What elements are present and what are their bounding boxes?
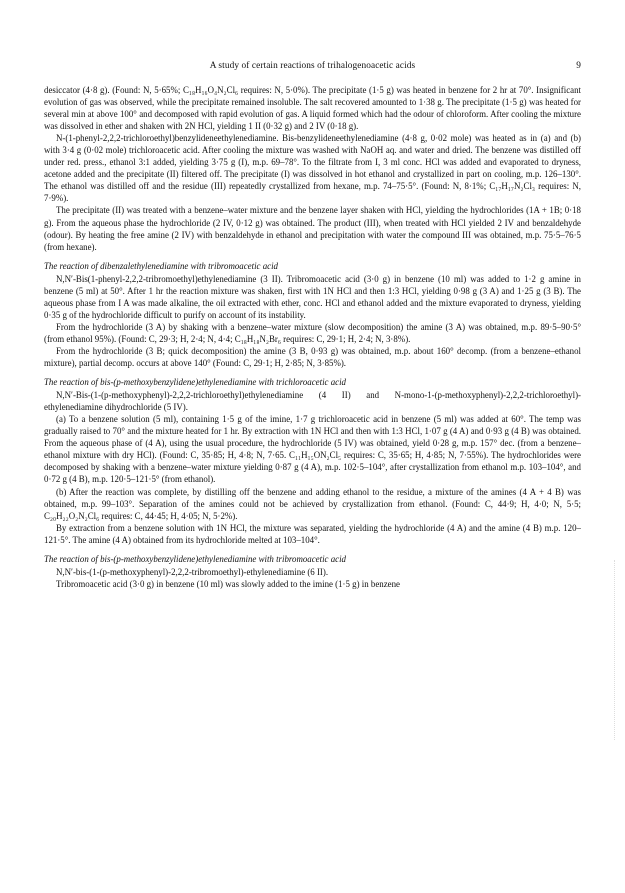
paragraph-procedure-a: (a) To a benzene solution (5 ml), containing 1·5 g of the imine, 1·7 g trichloroacetic acid in benzene (5 ml) was added at 60°. The temp was gradually raised to 70° and the mixture heated for 1 hr. By extraction with 1N HCl and then with 1:3 HCl, 1·07 g (4 A) and 0·93 g (4 B) was obtained. From the aqueous phase of (4 A), using the usual procedure, the hydrochloride (5 IV) was obtained, yield 0·28 g, m.p. 157° dec. (from a benzene–ethanol mixture with dry HCl). (Found: C, 35·85; H, 4·8; N, 7·65. C₁₁H₁₅ON₂Cl₅ requires: C, 35·65; H, 4·85; N, 7·55%). The hydrochlorides were decomposed by shaking with a benzene–water mixture yielding 0·87 g (4 A), m.p. 102·5–104°, after crystallization from ethanol m.p. 103–104°, and 0·72 g (4 B), m.p. 120·5–121·5° (from ethanol). [44, 414, 581, 485]
section-heading-methoxy-trichloroacetic: The reaction of bis-(p-methoxybenzylidene)ethylenediamine with trichloroacetic acid [44, 377, 346, 388]
page-number: 9 [576, 61, 581, 71]
paragraph-continuation: desiccator (4·8 g). (Found: N, 5·65%; C₁₈H₁₆O₄N₂Cl₆ requires: N, 5·0%). The precipitate (1·5 g) was heated in benzene for 2 hr at 70°. Insignificant evolution of gas was observed, while the precipitate remained insoluble. The salt recovered amounted to 1·38 g. The precipitate (1·5 g) was heated for several min at above 100° and decomposed with rapid evolution of gas. A liquid formed which had the odour of chloroform. After cooling the mixture was dissolved in ether and shaken with 2N HCl, yielding 1 II (0·32 g) and 2 IV (0·18 g). [44, 85, 581, 132]
paragraph-procedure-b: (b) After the reaction was complete, by distilling off the benzene and adding ethanol to the residue, a mixture of the amines (4 A + 4 B) was obtained, m.p. 99–103°. Separation of the amines could not be achieved by crystallization from ethanol. (Found: C, 44·9; H, 4·0; N, 5·5; C₂₀H₂₂O₂N₂Cl₆ requires: C, 44·45; H, 4·05; N, 5·2%). [44, 486, 581, 521]
scan-edge-mark [614, 560, 621, 740]
paragraph-trichloroethyl-benzylidene: N-(1-phenyl-2,2,2-trichloroethyl)benzylideneethylenediamine. Bis-benzylideneethylenediamine (4·8 g, 0·02 mole) was heated as in (a) and (b) with 3·4 g (0·02 mole) trichloroacetic acid. After cooling the mixture was washed with NaOH aq. and water and dried. The benzene was distilled off under red. press., ethanol 3:1 added, yielding 3·75 g (I), m.p. 69–78°. To the filtrate from I, 3 ml conc. HCl was added and evaporated to dryness, acetone added and the precipitate (II) filtered off. The precipitate (I) was dissolved in hot ethanol and crystallized in part on cooling, m.p. 126–130°. The ethanol was distilled off and the residue (III) repeatedly crystallized from hexane, m.p. 74–75·5°. (Found: N, 8·1%; C₁₇H₁₇N₂Cl₃ requires: N, 7·9%). [44, 133, 581, 204]
running-head-title: A study of certain reactions of trihalogenoacetic acids [209, 61, 416, 71]
paragraph-compound-names: N,N′-Bis-(1-(p-methoxyphenyl)-2,2,2-trichloroethyl)ethylenediamine (4 II) and N-mono-1-(p-methoxyphenyl)-2,2,2-trichloroethyl)-ethylenediamine dihydrochloride (5 IV). [44, 390, 581, 413]
paragraph-hydrochloride-3a: From the hydrochloride (3 A) by shaking with a benzene–water mixture (slow decomposition) the amine (3 A) was obtained, m.p. 89·5–90·5° (from ethanol 95%). (Found: C, 29·3; H, 2·4; N, 4·4; C₁₈H₁₈N₂Br₆ requires: C, 29·1; H, 2·4; N, 3·8%). [44, 321, 581, 344]
paragraph-compound-6ii: N,N′-bis-(1-(p-methoxyphenyl)-2,2,2-tribromoethyl)-ethylenediamine (6 II). [56, 566, 329, 577]
paragraph-hydrochloride-3b: From the hydrochloride (3 B; quick decomposition) the amine (3 B, 0·93 g) was obtained, m.p. about 160° decomp. (from a benzene–ethanol mixture), partial decomp. occurs at above 140° (Found: C, 29·1; H, 2·85; N, 3·85%). [44, 345, 581, 369]
section-heading-dibenzal-tribromoacetic: The reaction of dibenzalethylenediamine with tribromoacetic acid [44, 260, 278, 271]
running-head [44, 60, 581, 72]
section-heading-methoxy-tribromoacetic: The reaction of bis-(p-methoxybenzylidene)ethylenediamine with tribromoacetic acid [44, 553, 346, 564]
article-body [44, 84, 581, 590]
paragraph-bis-tribromoethyl: N,N′-Bis(1-phenyl-2,2,2-tribromoethyl)ethylenediamine (3 II). Tribromoacetic acid (3·0 g) in benzene (10 ml) was added to 1·2 g amine in benzene (5 ml) at 50°. After 1 hr the reaction mixture was shaken, first with 1N HCl and then 1:3 HCl, yielding 0·98 g (3 A) and 1·25 g (3 B). The aqueous phase from I A was made alkaline, the oil extracted with ether, conc. HCl and ethanol added and the mixture evaporated to dryness, yielding 0·35 g of the hydrochloride difficult to purify on account of its instability. [44, 273, 581, 320]
paragraph-precipitate-ii: The precipitate (II) was treated with a benzene–water mixture and the benzene layer shaken with HCl, yielding the hydrochlorides (1A + 1B; 0·18 g). From the aqueous phase the hydrochloride (2 IV, 0·12 g) was obtained. The product (III), when treated with HCl yielded 2 IV and benzaldehyde (odour). By heating the free amine (2 IV) with benzaldehyde in ethanol and precipitation with water the compound III was obtained, m.p. 75·5–76·5 (from hexane). [44, 205, 581, 252]
paragraph-tribromoacetic-addition: Tribromoacetic acid (3·0 g) in benzene (10 ml) was slowly added to the imine (1·5 g) in benzene [56, 578, 400, 589]
paragraph-extraction: By extraction from a benzene solution with 1N HCl, the mixture was separated, yielding the hydrochloride (4 A) and the amine (4 B) m.p. 120–121·5°. The amine (4 A) obtained from its hydrochloride melted at 103–104°. [44, 522, 581, 545]
